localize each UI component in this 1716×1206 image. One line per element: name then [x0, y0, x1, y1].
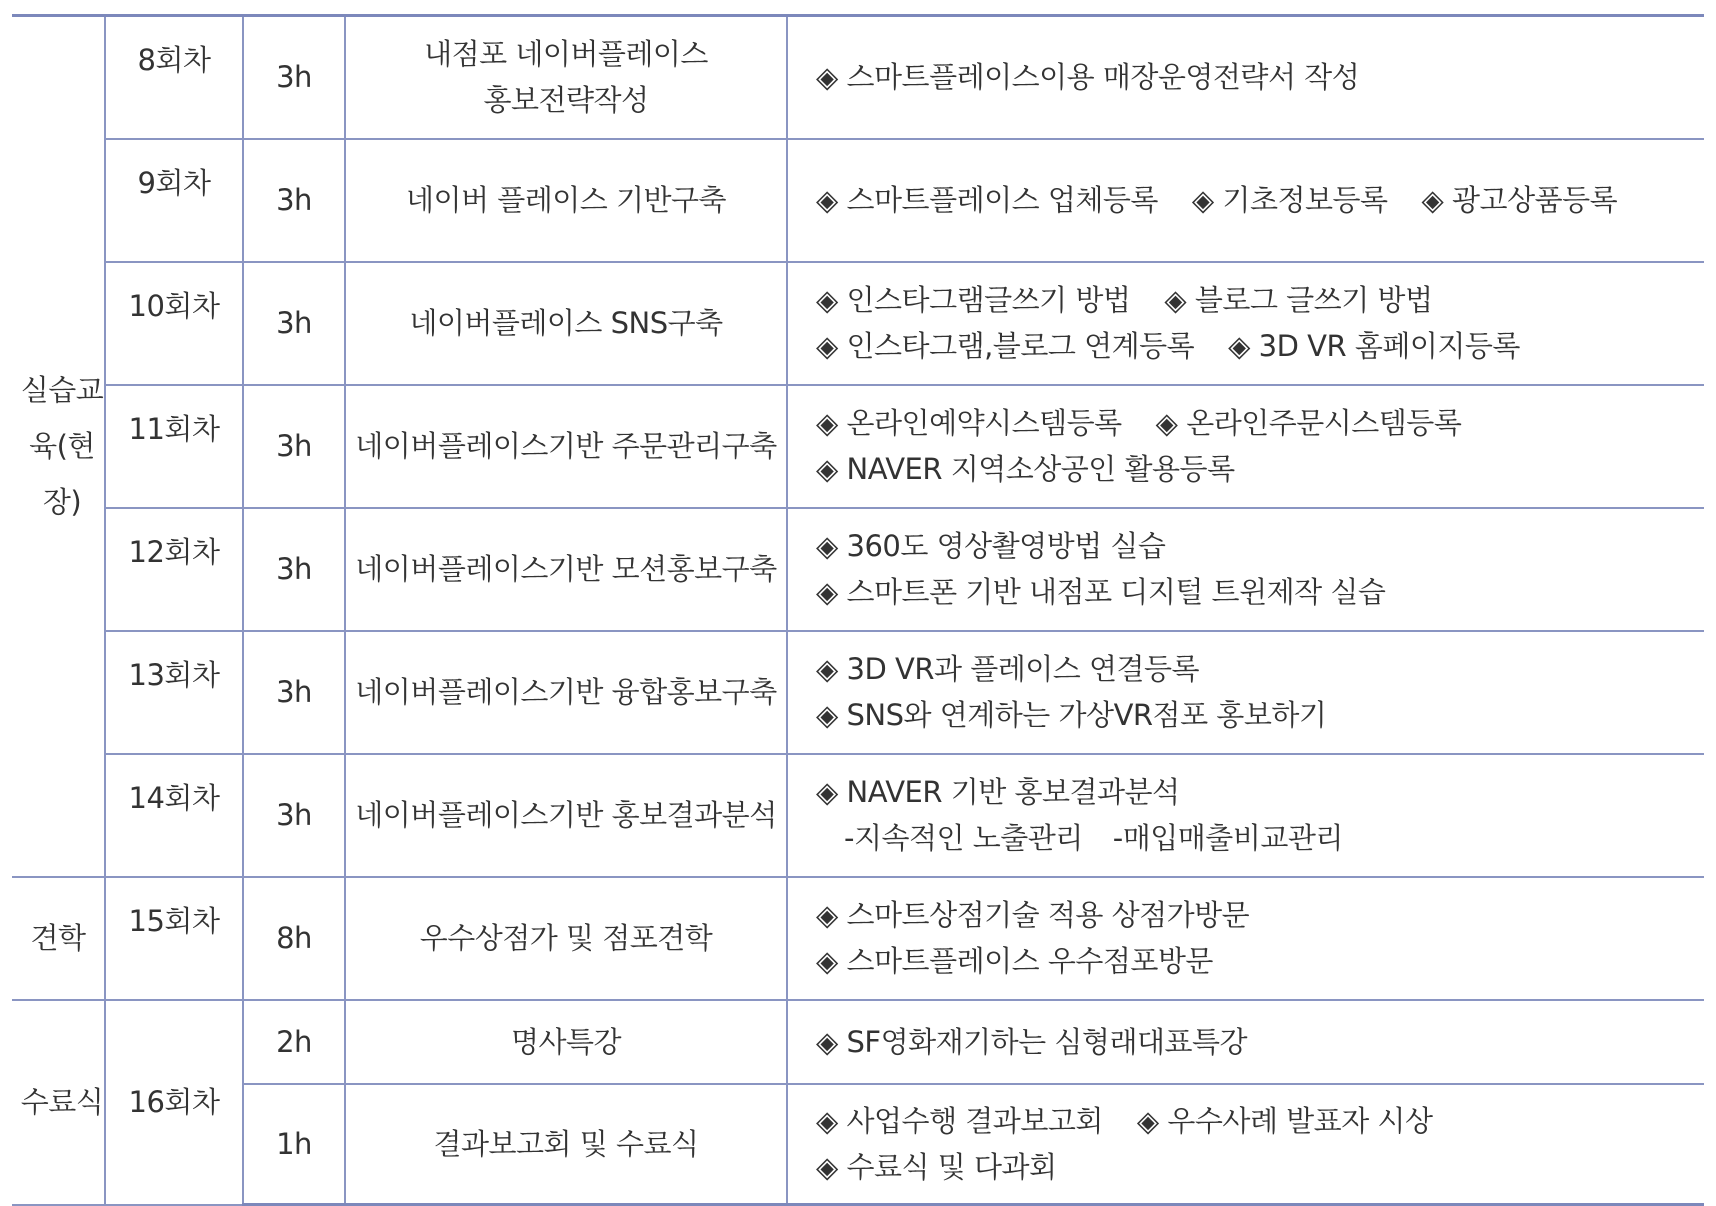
table-row — [12, 754, 1704, 877]
curriculum-table — [12, 14, 1704, 1206]
detail-item: ◈ 360도 영상촬영방법 실습 — [816, 529, 1166, 563]
detail-item: ◈ 블로그 글쓰기 방법 — [1164, 283, 1433, 317]
detail-line — [816, 1019, 1696, 1065]
session-cell: 16회차 — [105, 1000, 243, 1205]
table-row — [12, 139, 1704, 262]
detail-cell — [787, 508, 1704, 631]
detail-item: ◈ 스마트폰 기반 내점포 디지털 트윈제작 실습 — [816, 575, 1386, 609]
session-cell: 14회차 — [105, 754, 243, 877]
detail-item: ◈ 기초정보등록 — [1191, 183, 1388, 217]
subject-line: 네이버플레이스기반 융합홍보구축 — [355, 675, 777, 709]
detail-subline — [816, 815, 1696, 861]
subject-line: 네이버플레이스 SNS구축 — [409, 306, 723, 340]
hours-cell: 3h — [243, 16, 345, 139]
hours-cell: 3h — [243, 508, 345, 631]
detail-item: ◈ NAVER 기반 홍보결과분석 — [816, 775, 1180, 809]
subject-cell — [345, 508, 787, 631]
detail-line — [816, 523, 1696, 569]
detail-line — [816, 569, 1696, 615]
detail-line — [816, 54, 1696, 100]
table-row — [12, 877, 1704, 1000]
subject-line: 우수상점가 및 점포견학 — [419, 921, 713, 955]
subject-line: 결과보고회 및 수료식 — [433, 1126, 699, 1161]
detail-cell — [787, 262, 1704, 385]
detail-item: ◈ 3D VR 홈페이지등록 — [1228, 329, 1520, 363]
detail-item: ◈ 사업수행 결과보고회 — [816, 1103, 1103, 1138]
detail-item: ◈ 스마트상점기술 적용 상점가방문 — [816, 898, 1250, 932]
detail-item: ◈ 스마트플레이스이용 매장운영전략서 작성 — [816, 60, 1360, 95]
detail-line — [816, 646, 1696, 692]
hours-cell: 8h — [243, 877, 345, 1000]
hours-cell: 3h — [243, 139, 345, 262]
subject-cell — [345, 1000, 787, 1084]
detail-line — [816, 1098, 1696, 1144]
detail-item: ◈ 온라인예약시스템등록 — [816, 406, 1122, 440]
session-cell: 9회차 — [105, 139, 243, 262]
table-row — [12, 385, 1704, 508]
subject-line: 네이버플레이스기반 모션홍보구축 — [355, 552, 777, 586]
subject-line: 네이버플레이스기반 주문관리구축 — [355, 429, 777, 463]
detail-item: ◈ 우수사례 발표자 시상 — [1136, 1103, 1433, 1138]
detail-line — [816, 446, 1696, 492]
detail-line — [816, 400, 1696, 446]
detail-item: ◈ 3D VR과 플레이스 연결등록 — [816, 652, 1200, 686]
subject-line: 내점포 네이버플레이스 — [424, 37, 708, 72]
category-cell-practice — [12, 16, 105, 877]
detail-line — [816, 938, 1696, 984]
table-row — [12, 631, 1704, 754]
hours-cell: 3h — [243, 385, 345, 508]
session-cell: 15회차 — [105, 877, 243, 1000]
hours-cell: 1h — [243, 1084, 345, 1205]
detail-cell — [787, 1000, 1704, 1084]
hours-cell: 2h — [243, 1000, 345, 1084]
table-row — [12, 1084, 1704, 1205]
subject-cell — [345, 1084, 787, 1205]
subject-cell — [345, 262, 787, 385]
detail-line — [816, 177, 1696, 223]
detail-line — [816, 892, 1696, 938]
detail-cell — [787, 877, 1704, 1000]
category-label: 수료식 — [20, 1085, 104, 1119]
detail-item: ◈ SF영화재기하는 심형래대표특강 — [816, 1024, 1248, 1059]
session-cell: 10회차 — [105, 262, 243, 385]
detail-item: ◈ 수료식 및 다과회 — [816, 1149, 1057, 1184]
detail-item: ◈ 스마트플레이스 우수점포방문 — [816, 944, 1213, 978]
table-row — [12, 508, 1704, 631]
subject-cell — [345, 139, 787, 262]
detail-line — [816, 1144, 1696, 1190]
table-row — [12, 1000, 1704, 1084]
hours-cell: 3h — [243, 262, 345, 385]
category-label: 견학 — [30, 921, 86, 955]
subject-line: 네이버플레이스기반 홍보결과분석 — [355, 798, 777, 832]
detail-item: ◈ NAVER 지역소상공인 활용등록 — [816, 452, 1235, 486]
category-cell-ceremony — [12, 1000, 105, 1205]
detail-item: ◈ SNS와 연계하는 가상VR점포 홍보하기 — [816, 698, 1327, 732]
detail-cell — [787, 754, 1704, 877]
session-cell: 13회차 — [105, 631, 243, 754]
category-label: 실습교육(현장) — [20, 373, 104, 520]
detail-cell — [787, 16, 1704, 139]
session-cell: 8회차 — [105, 16, 243, 139]
subject-cell — [345, 754, 787, 877]
detail-line — [816, 692, 1696, 738]
table-row — [12, 262, 1704, 385]
subject-line: 네이버 플레이스 기반구축 — [405, 183, 727, 217]
session-cell: 12회차 — [105, 508, 243, 631]
detail-cell — [787, 1084, 1704, 1205]
detail-item: ◈ 인스타그램글쓰기 방법 — [816, 283, 1131, 317]
detail-subitem: -지속적인 노출관리 — [844, 821, 1083, 855]
subject-cell — [345, 16, 787, 139]
detail-line — [816, 323, 1696, 369]
table-row — [12, 16, 1704, 139]
subject-cell — [345, 385, 787, 508]
detail-line — [816, 277, 1696, 323]
detail-item: ◈ 스마트플레이스 업체등록 — [816, 183, 1158, 217]
subject-cell — [345, 631, 787, 754]
detail-cell — [787, 385, 1704, 508]
subject-line: 명사특강 — [510, 1024, 622, 1059]
detail-item: ◈ 온라인주문시스템등록 — [1155, 406, 1462, 440]
detail-subitem: -매입매출비교관리 — [1112, 821, 1343, 855]
session-cell: 11회차 — [105, 385, 243, 508]
hours-cell: 3h — [243, 631, 345, 754]
hours-cell: 3h — [243, 754, 345, 877]
detail-cell — [787, 631, 1704, 754]
detail-cell — [787, 139, 1704, 262]
detail-item: ◈ 광고상품등록 — [1421, 183, 1618, 217]
category-cell-tour — [12, 877, 105, 1000]
detail-item: ◈ 인스타그램,블로그 연계등록 — [816, 329, 1195, 363]
detail-line — [816, 769, 1696, 815]
subject-line: 홍보전략작성 — [483, 83, 649, 118]
subject-cell — [345, 877, 787, 1000]
